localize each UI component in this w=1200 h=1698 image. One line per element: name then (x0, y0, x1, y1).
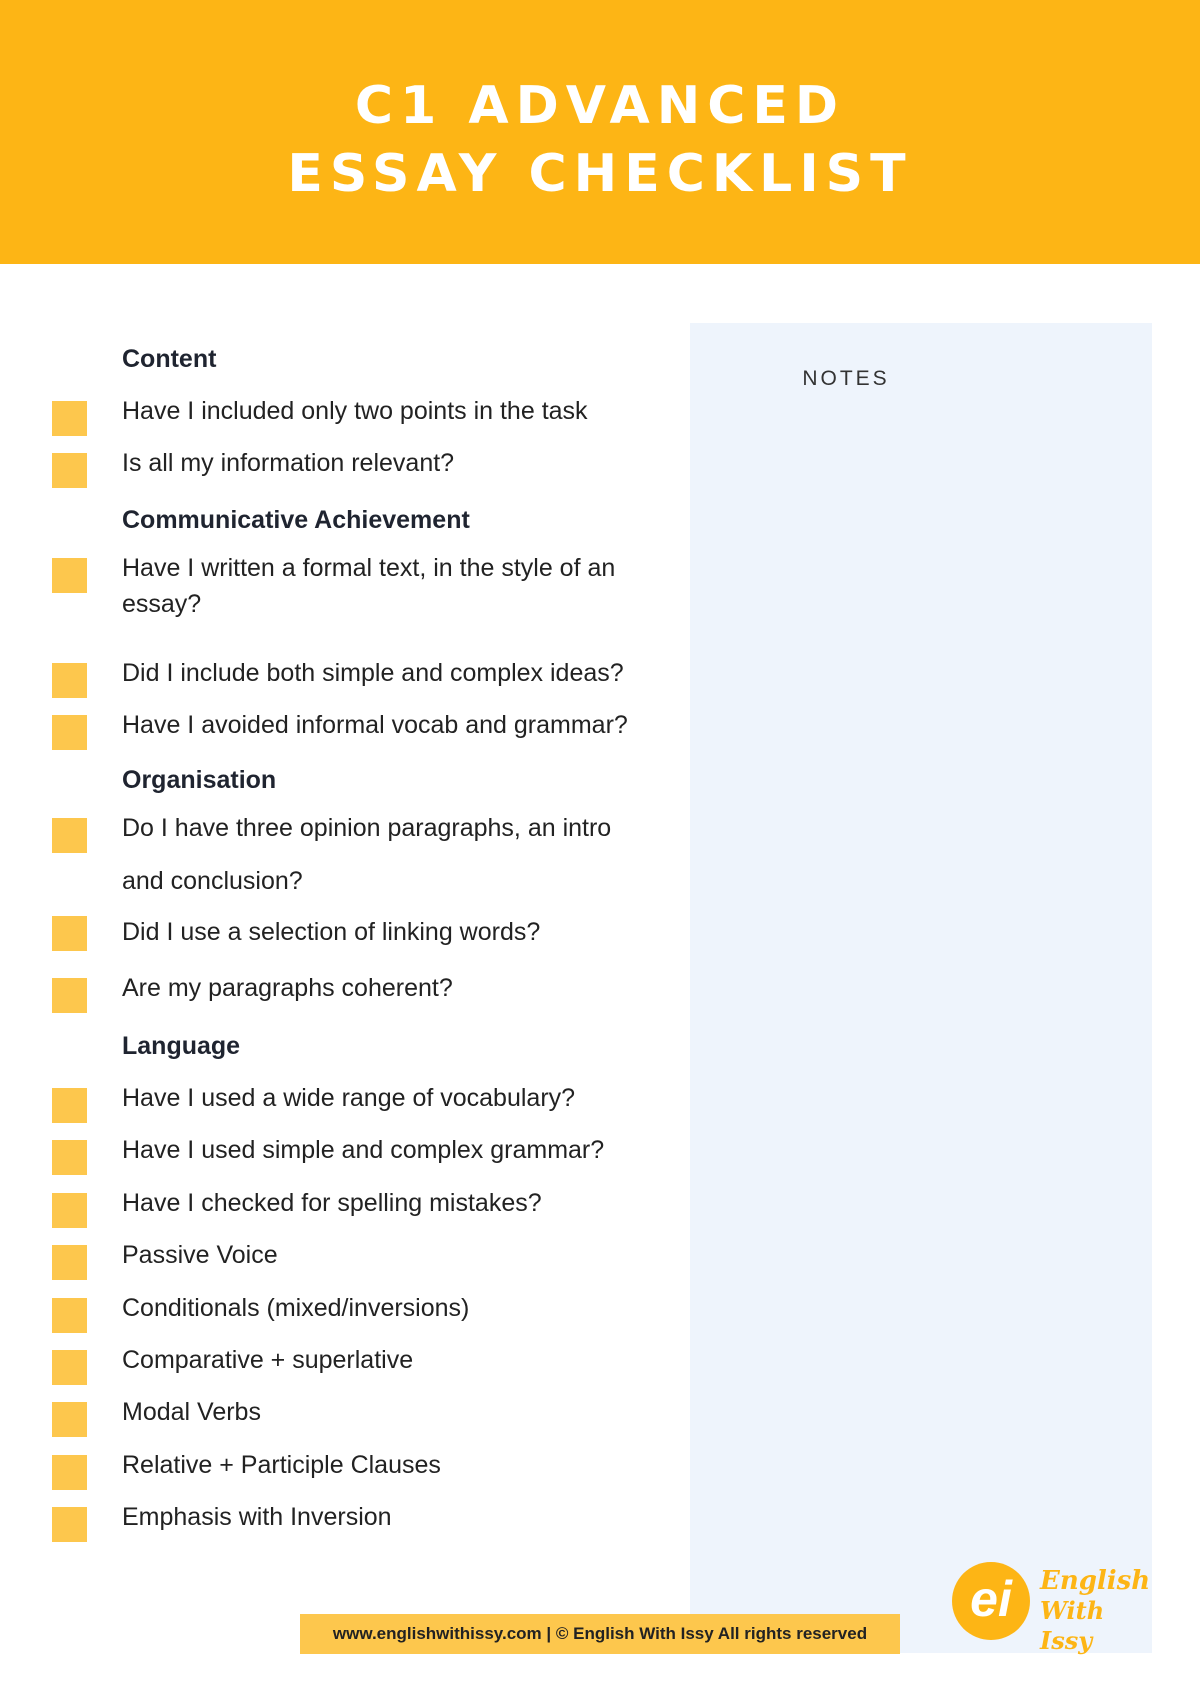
checklist-item-label: Conditionals (mixed/inversions) (122, 1294, 470, 1322)
logo-line-2: With Issy (1040, 1596, 1105, 1655)
checklist-item-label: Have I written a formal text, in the style of an essay? (122, 554, 616, 618)
checklist-item-label: Is all my information relevant? (122, 449, 455, 477)
checkbox[interactable] (52, 1455, 87, 1490)
checkbox[interactable] (52, 401, 87, 436)
checkbox[interactable] (52, 453, 87, 488)
checklist-item-label: Have I included only two points in the task (122, 397, 588, 425)
checklist-item-label: Have I used a wide range of vocabulary? (122, 1084, 576, 1112)
checkbox[interactable] (52, 1140, 87, 1175)
checkbox[interactable] (52, 715, 87, 750)
checklist-item-label: Passive Voice (122, 1241, 278, 1269)
title-line-2: ESSAY CHECKLIST (287, 144, 913, 204)
notes-label: NOTES (802, 367, 890, 390)
checklist-item-label: and conclusion? (122, 867, 303, 895)
checkbox[interactable] (52, 663, 87, 698)
checkbox[interactable] (52, 1193, 87, 1228)
checkbox[interactable] (52, 1507, 87, 1542)
checklist-item-label: Have I checked for spelling mistakes? (122, 1189, 542, 1217)
checklist-item-label: Did I use a selection of linking words? (122, 918, 541, 946)
checkbox[interactable] (52, 1088, 87, 1123)
logo-line-1: English (1040, 1566, 1151, 1596)
checkbox[interactable] (52, 1245, 87, 1280)
title-line-1: C1 ADVANCED (354, 76, 846, 136)
section-heading-content: Content (122, 345, 217, 373)
checklist-item-label: Relative + Participle Clauses (122, 1451, 441, 1479)
checkbox[interactable] (52, 558, 87, 593)
logo-wordmark (1040, 1566, 1150, 1656)
logo-mark: ei (952, 1562, 1030, 1640)
checkbox[interactable] (52, 1298, 87, 1333)
checklist-item-label: Have I avoided informal vocab and grammar? (122, 711, 628, 739)
checkbox[interactable] (52, 916, 87, 951)
checkbox[interactable] (52, 1402, 87, 1437)
checklist-item-label: Did I include both simple and complex ideas? (122, 659, 624, 687)
checkbox[interactable] (52, 818, 87, 853)
notes-panel[interactable] (690, 323, 1152, 1653)
checklist-item-label: Have I used simple and complex grammar? (122, 1136, 605, 1164)
section-heading-language: Language (122, 1032, 241, 1060)
checklist-item-label: Are my paragraphs coherent? (122, 974, 453, 1002)
checklist-item-label: Do I have three opinion paragraphs, an intro (122, 814, 612, 842)
section-heading-communicative-achievement: Communicative Achievement (122, 506, 470, 534)
checklist-item-label: Comparative + superlative (122, 1346, 414, 1374)
checkbox[interactable] (52, 978, 87, 1013)
checklist-item-label: Emphasis with Inversion (122, 1503, 392, 1531)
section-heading-organisation: Organisation (122, 766, 277, 794)
footer-copyright: www.englishwithissy.com | © English With Issy All rights reserved (300, 1614, 900, 1654)
checklist-item-label: Modal Verbs (122, 1398, 261, 1426)
checkbox[interactable] (52, 1350, 87, 1385)
brand-logo (948, 1558, 1151, 1655)
